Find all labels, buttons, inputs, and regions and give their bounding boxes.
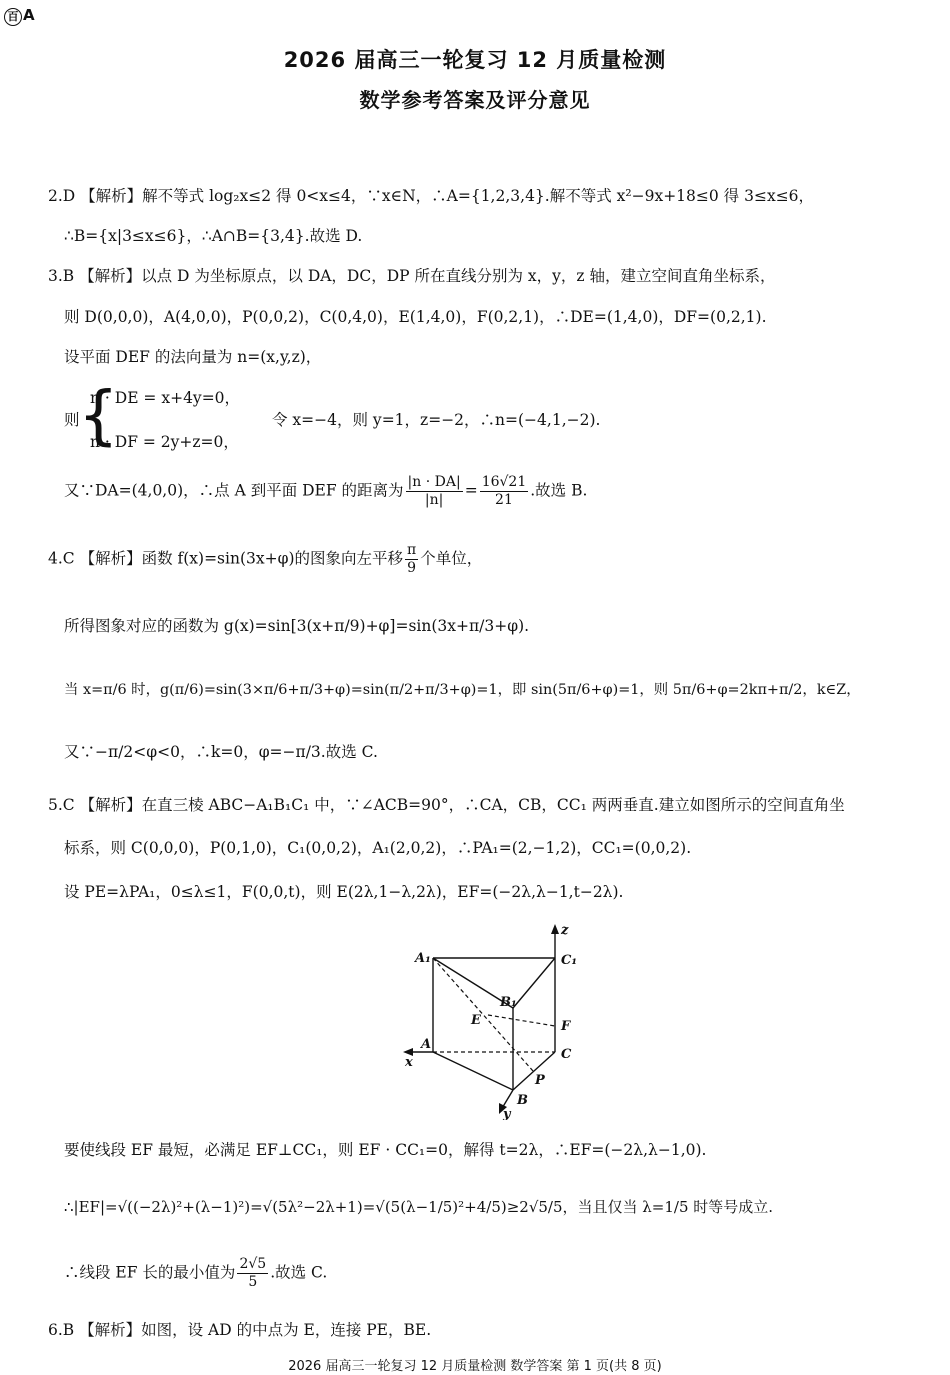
label-p: P <box>535 1073 545 1088</box>
label-c: C <box>561 1047 572 1062</box>
q4-line-3: 当 x=π/6 时，g(π/6)=sin(3×π/6+π/3+φ)=sin(π/2+π/3+φ)=1，即 sin(5π/6+φ)=1，则 5π/6+φ=2kπ+π/2，k∈Z， <box>64 682 861 698</box>
edge-b1c1 <box>513 958 555 1008</box>
edge-ab <box>433 1052 513 1090</box>
q2-line-2: ∴B={x|3≤x≤6}，∴A∩B={3,4}.故选 D. <box>64 227 363 245</box>
corner-mark: 百 A <box>4 6 35 26</box>
distance-fraction: $\frac{|n \cdot DA|}{|n|}$ <box>407 474 461 508</box>
edge-bc <box>513 1052 555 1090</box>
label-y: y <box>503 1107 511 1120</box>
q5-line-3: 设 PE=λPA₁，0≤λ≤1，F(0,0,t)，则 E(2λ,1−λ,2λ)，EF=(−2λ,λ−1,t−2λ). <box>64 883 624 901</box>
q3-system-eq-1: n · DE = x+4y=0， <box>90 389 241 407</box>
system-brace: { <box>78 379 119 453</box>
z-axis-arrow <box>551 924 559 934</box>
label-f: F <box>561 1019 571 1034</box>
page-title: 2026 届高三一轮复习 12 月质量检测 <box>283 48 667 72</box>
q3-system-result: 令 x=−4，则 y=1，z=−2，∴n=(−4,1,−2). <box>272 411 601 429</box>
q5-line-2: 标系，则 C(0,0,0)，P(0,1,0)，C₁(0,0,2)，A₁(2,0,2)，∴PA₁=(2,−1,2)，CC₁=(0,0,2). <box>64 839 692 857</box>
label-c1: C₁ <box>561 953 578 968</box>
q3-line-3: 设平面 DEF 的法向量为 n=(x,y,z)， <box>64 348 322 366</box>
q5-line-5: ∴|EF|=√((−2λ)²+(λ−1)²)=√(5λ²−2λ+1)=√(5(λ−1/5)²+4/5)≥2√5/5，当且仅当 λ=1/5 时等号成立. <box>64 1198 774 1216</box>
label-b: B <box>517 1093 528 1108</box>
q3-system-prefix: 则 <box>64 411 80 429</box>
label-e: E <box>471 1013 481 1028</box>
distance-value: $\frac{16√21}{21}$ <box>481 474 527 508</box>
label-a1: A₁ <box>415 951 431 966</box>
q3-line-5: 又∵DA=(4,0,0)，∴点 A 到平面 DEF 的距离为 $\frac{|n \cdot DA|}{|n|}$ = $\frac{16√21}{21}$ .故选 B. <box>64 474 588 508</box>
q3-line-2: 则 D(0,0,0)，A(4,0,0)，P(0,0,2)，C(0,4,0)，E(1,4,0)，F(0,2,1)，∴DE=(1,4,0)，DF=(0,2,1). <box>64 308 767 326</box>
q4-line-2: 所得图象对应的函数为 g(x)=sin[3(x+π/9)+φ]=sin(3x+π/3+φ). <box>64 617 530 635</box>
label-x: x <box>405 1055 413 1070</box>
label-z: z <box>561 923 569 938</box>
page-subtitle: 数学参考答案及评分意见 <box>359 88 591 112</box>
q4-line-4: 又∵−π/2<φ<0，∴k=0，φ=−π/3.故选 C. <box>64 743 378 761</box>
q4-line-1: 4.C 【解析】函数 f(x)=sin(3x+φ)的图象向左平移 $\frac{\pi}{9}$ 个单位， <box>48 542 483 576</box>
q2-line-1: 2.D 【解析】解不等式 log₂x≤2 得 0<x≤4，∵x∈N，∴A={1,2,3,4}.解不等式 x²−9x+18≤0 得 3≤x≤6， <box>48 187 815 205</box>
segment-ef <box>488 1015 555 1026</box>
label-b1: B₁ <box>500 995 517 1010</box>
q3-line-1: 3.B 【解析】以点 D 为坐标原点，以 DA，DC，DP 所在直线分别为 x，y，z 轴，建立空间直角坐标系， <box>48 267 776 285</box>
q5-line-6: ∴线段 EF 长的最小值为 $\frac{2√5}{5}$ .故选 C. <box>64 1256 328 1290</box>
q6-line-1: 6.B 【解析】如图，设 AD 的中点为 E，连接 PE，BE. <box>48 1321 432 1339</box>
q5-line-1: 5.C 【解析】在直三棱 ABC−A₁B₁C₁ 中，∵∠ACB=90°，∴CA，CB，CC₁ 两两垂直.建立如图所示的空间直角坐 <box>48 796 845 814</box>
min-length-fraction: $\frac{2√5}{5}$ <box>239 1256 267 1290</box>
q3-system-eq-2: n · DF = 2y+z=0， <box>90 433 239 451</box>
q5-line-4: 要使线段 EF 最短，必满足 EF⊥CC₁，则 EF · CC₁=0，解得 t=2λ，∴EF=(−2λ,λ−1,0). <box>64 1141 707 1159</box>
label-a: A <box>421 1037 432 1052</box>
segment-a1p <box>433 958 533 1071</box>
prism-figure <box>395 920 595 1120</box>
page-footer: 2026 届高三一轮复习 12 月质量检测 数学答案 第 1 页(共 8 页) <box>288 1359 662 1374</box>
shift-fraction: $\frac{\pi}{9}$ <box>407 542 417 576</box>
seal-icon: 百 <box>4 8 22 26</box>
